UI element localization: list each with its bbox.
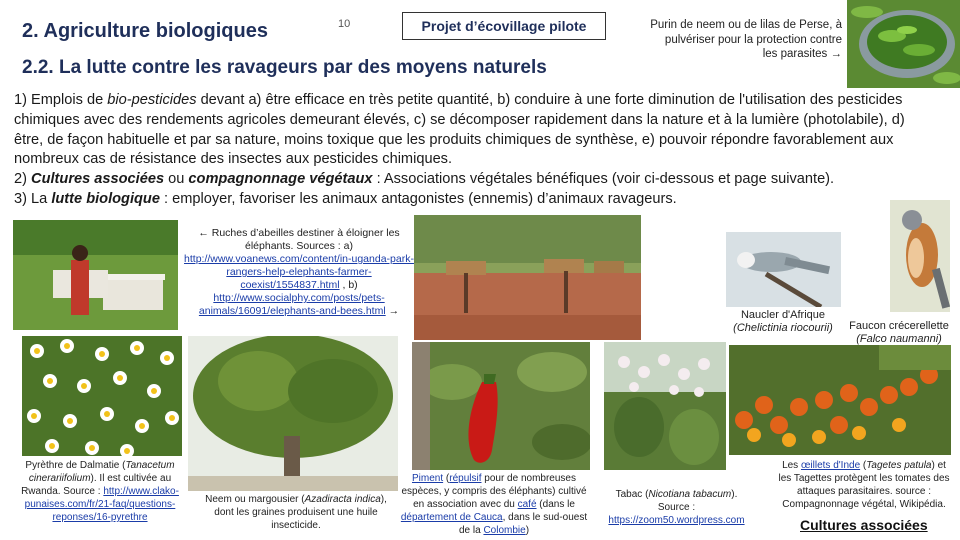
page-title: 2. Agriculture biologiques [22, 20, 268, 42]
neem-caption [196, 493, 396, 532]
text-run: : Associations végétales bénéfiques (voir ci-dessous et page suivante). [372, 171, 835, 188]
text-run: ( [443, 473, 450, 484]
section-subtitle: 2.2. La lutte contre les ravageurs par des moyens naturels [22, 57, 547, 78]
faucon-bird-illustration [890, 200, 950, 312]
colombie-link[interactable]: Colombie [483, 525, 526, 536]
marigold-photo [729, 345, 951, 455]
faucon-name: Faucon crécerellette [849, 320, 949, 332]
text-run: Les [782, 460, 801, 471]
piment-illustration [412, 342, 590, 470]
cultures-associees-label: Cultures associées [800, 517, 928, 533]
faucon-latin: (Falco naumanni) [856, 333, 942, 345]
naucler-latin: (Chelictinia riocourii) [733, 322, 833, 334]
term-compagnonnage: compagnonnage végétaux [188, 171, 373, 188]
tagetes-latin: Tagetes patula [866, 460, 932, 471]
paragraph-biopesticides [14, 91, 936, 170]
oeillets-link[interactable]: œillets d'Inde [800, 460, 861, 471]
tabac-photo [604, 342, 726, 470]
purin-caption: Purin de neem ou de lilas de Perse, à pulvériser pour la protection contre les parasites → [650, 19, 842, 60]
marigold-illustration [729, 345, 951, 455]
tabac-caption [594, 488, 759, 527]
text-run: ). Il est cultivée au Rwanda. Source : [21, 473, 172, 497]
neem-latin: Azadiracta indica [304, 494, 381, 505]
text-run: , dans le sud-ouest de la [458, 512, 588, 536]
neem-purin-photo [847, 0, 960, 88]
beehives-photo [13, 220, 178, 330]
text-run: ← Ruches d’abeilles destiner à éloigner les éléphants. Sources : a) [198, 227, 400, 252]
text-run: Pyrèthre de Dalmatie ( [25, 460, 126, 471]
oeillets-caption [776, 459, 952, 511]
naucler-bird-illustration [726, 232, 841, 307]
text-run: 1) Emplois de [14, 92, 108, 108]
naucler-name: Naucler d'Afrique [740, 309, 826, 321]
neem-tree-photo [188, 336, 398, 491]
pyrethre-latin: Tanacetum cinerariifolium [28, 460, 175, 484]
faucon-photo [890, 200, 950, 312]
pyrethre-photo [22, 336, 182, 456]
cafe-link[interactable]: café [517, 499, 537, 510]
text-run: pour de nombreuses espèces, y compris des éléphants) cultivé en association avec du [401, 473, 587, 510]
naucler-photo [726, 232, 841, 307]
naucler-caption [722, 309, 844, 335]
text-run: ) et les Tagettes protègent les tomates des attaques parasitaires. source : Compagnonnage végétal, Wikipédia. [778, 460, 950, 510]
ruches-caption [184, 227, 414, 318]
faucon-caption [840, 320, 958, 346]
tabac-illustration [604, 342, 726, 470]
page-number: 10 [338, 18, 351, 30]
text-run: , b) [339, 279, 358, 291]
text-run: → [385, 305, 400, 317]
paragraph-cultures [14, 170, 936, 190]
piment-link[interactable]: Piment [412, 473, 444, 484]
text-run: (dans le [536, 499, 575, 510]
beehives-fence-illustration [414, 215, 641, 340]
text-run: 2) [14, 171, 32, 188]
neem-tree-illustration [188, 336, 398, 491]
piment-photo [412, 342, 590, 470]
zoom50-link[interactable]: https://zoom50.wordpress.com [608, 515, 745, 526]
pyrethre-caption [10, 459, 190, 524]
text-run: Neem ou margousier ( [205, 494, 305, 505]
beehives-fence-photo [414, 215, 641, 340]
clako-punaises-link[interactable]: http://www.clako-punaises.com/fr/21-faq/questions-reponses/16-pyrethre [24, 486, 179, 523]
beehives-illustration [13, 220, 178, 330]
socialphy-link[interactable]: http://www.socialphy.com/posts/pets-animals/16091/elephants-and-bees.html [198, 292, 386, 317]
text-run: ), dont les graines produisent une huile insecticide. [214, 494, 387, 531]
body-text [14, 91, 936, 210]
text-run: ). [731, 489, 738, 500]
tabac-source-label: Source : [657, 502, 696, 513]
repulsif-link[interactable]: répulsif [449, 473, 482, 484]
text-run: : employer, favoriser les animaux antagonistes (ennemis) d’animaux ravageurs. [159, 190, 677, 207]
term-biopesticides: bio-pesticides [107, 92, 197, 108]
voanews-link[interactable]: http://www.voanews.com/content/in-uganda-park-rangers-help-elephants-farmer-coexist/1554837.html [184, 253, 414, 291]
term-cultures-associees: Cultures associées [31, 171, 165, 188]
text-run: ( [860, 460, 867, 471]
text-run: Tabac ( [615, 489, 649, 500]
text-run: devant a) être efficace en très petite quantité, b) conduire à une forte diminution de l'utilisation des pesticides chimiques avec des rendements agricoles demeurant élevés, c) se décomposer rapidement dans la nature et à la lumière (photolabile), d) être, de façon habituelle et par sa nature, moins toxique que les produits chimiques de synthèse, e) pouvoir répondre favorablement aux nombreux cas de résistance des insectes aux pesticides chimiques. [14, 92, 905, 168]
piment-caption [398, 472, 590, 537]
text-run: ou [164, 171, 189, 188]
text-run: ) [525, 525, 530, 536]
tabac-latin: Nicotiana tabacum [648, 489, 732, 500]
project-box: Projet d’écovillage pilote [402, 12, 606, 40]
text-run: 3) La [14, 190, 52, 207]
pyrethre-flowers-illustration [22, 336, 182, 456]
term-lutte-biologique: lutte biologique [51, 190, 160, 207]
paragraph-lutte-biologique [14, 190, 936, 210]
neem-bowl-illustration [847, 0, 960, 88]
cauca-link[interactable]: département de Cauca [400, 512, 503, 523]
